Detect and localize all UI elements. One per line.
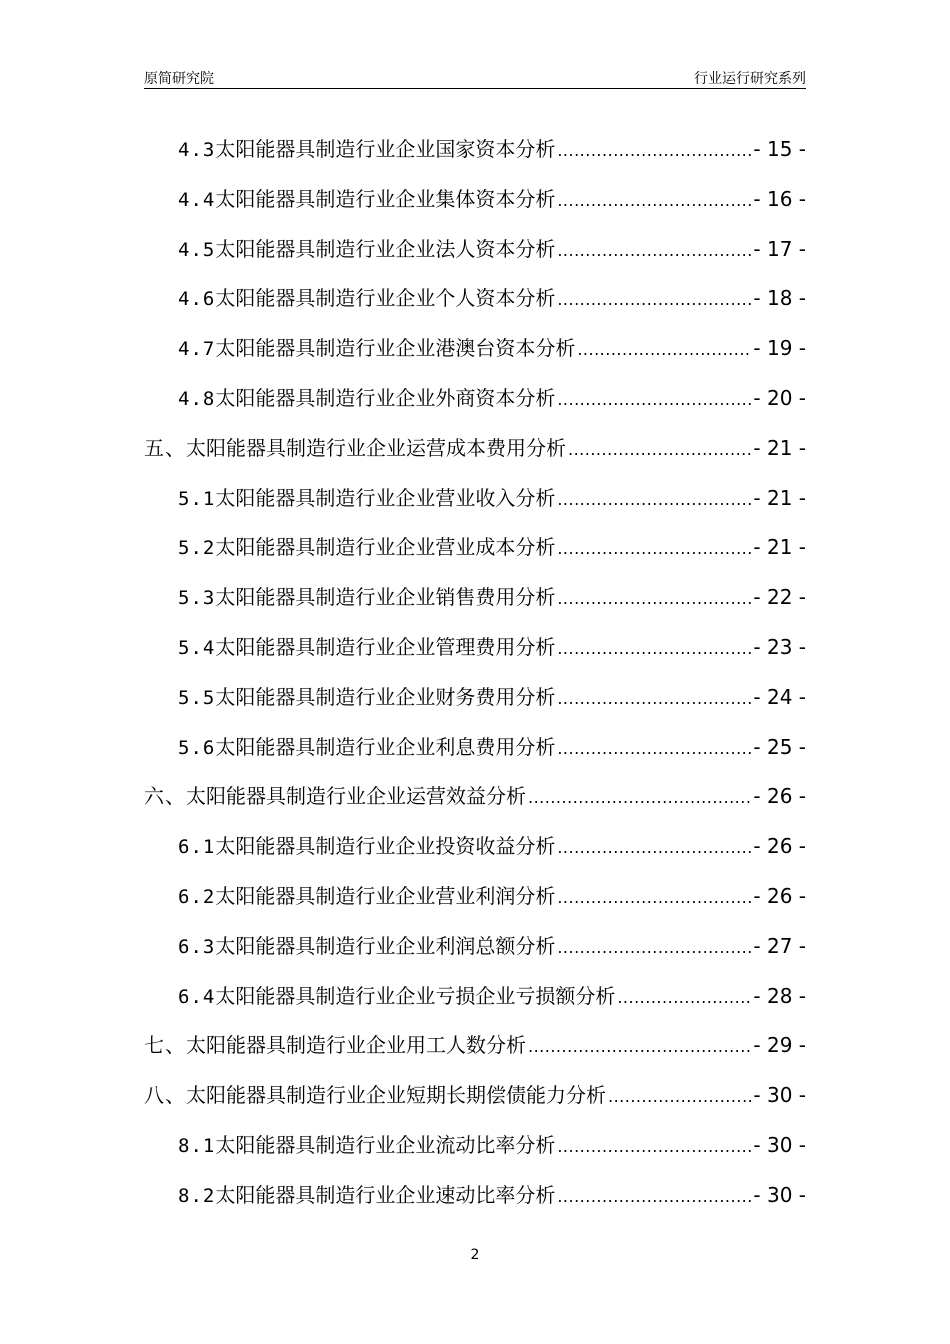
- toc-entry-number: 4.6: [178, 288, 216, 311]
- toc-entry-number: 6.1: [178, 836, 216, 859]
- toc-entry-page: - 29 -: [753, 1033, 806, 1058]
- toc-entry-number: 6.2: [178, 885, 216, 908]
- toc-entry-title: 太阳能器具制造行业企业法人资本分析: [215, 236, 556, 261]
- toc-entry-page: - 30 -: [753, 1083, 806, 1108]
- toc-entry-title: 太阳能器具制造行业企业运营效益分析: [186, 784, 526, 809]
- toc-entry-title: 太阳能器具制造行业企业销售费用分析: [215, 585, 556, 610]
- toc-entry-number: 6.4: [178, 985, 216, 1008]
- toc-entry-number: 8.1: [178, 1134, 216, 1157]
- toc-entry[interactable]: [144, 1121, 806, 1171]
- toc-entry-title: 太阳能器具制造行业企业集体资本分析: [215, 186, 556, 211]
- toc-entry[interactable]: [144, 175, 806, 225]
- toc-entry-page: - 30 -: [753, 1182, 806, 1207]
- toc-entry-page: - 22 -: [753, 585, 806, 610]
- toc-entry-title: 太阳能器具制造行业企业个人资本分析: [215, 286, 556, 311]
- toc-entry[interactable]: [144, 623, 806, 673]
- toc-entry-page: - 23 -: [753, 634, 806, 659]
- toc-entry[interactable]: [144, 573, 806, 623]
- toc-dot-leader: [608, 1072, 751, 1122]
- toc-entry-title: 太阳能器具制造行业企业管理费用分析: [215, 634, 556, 659]
- toc-entry-number: 5.6: [178, 736, 216, 759]
- toc-entry-page: - 30 -: [753, 1132, 806, 1157]
- toc-entry-title: 太阳能器具制造行业企业利息费用分析: [215, 734, 556, 759]
- toc-entry-title: 太阳能器具制造行业企业营业利润分析: [215, 883, 556, 908]
- toc-dot-leader: [557, 1122, 751, 1172]
- toc-entry-title: 太阳能器具制造行业企业利润总额分析: [215, 933, 556, 958]
- toc-entry-page: - 24 -: [753, 684, 806, 709]
- toc-dot-leader: [617, 973, 751, 1023]
- toc-entry-number: 4.8: [178, 387, 216, 410]
- toc-dot-leader: [577, 325, 751, 375]
- toc-dot-leader: [557, 574, 751, 624]
- toc-entry-number: 6.3: [178, 935, 216, 958]
- toc-entry-page: - 28 -: [753, 983, 806, 1008]
- toc-entry[interactable]: [144, 972, 806, 1022]
- toc-entry-title: 太阳能器具制造行业企业速动比率分析: [215, 1182, 556, 1207]
- toc-entry-page: - 26 -: [753, 883, 806, 908]
- toc-entry[interactable]: [144, 772, 806, 822]
- toc-entry-number: 4.3: [178, 139, 216, 161]
- toc-dot-leader: [557, 674, 751, 724]
- toc-entry-page: - 17 -: [753, 236, 806, 261]
- toc-entry[interactable]: [144, 1021, 806, 1071]
- toc-entry-title: 太阳能器具制造行业企业外商资本分析: [215, 385, 556, 410]
- toc-entry-page: - 21 -: [753, 485, 806, 510]
- toc-entry-number: 4.7: [178, 338, 216, 361]
- toc-entry[interactable]: [144, 1171, 806, 1221]
- toc-entry-number: 8.2: [178, 1184, 216, 1207]
- toc-entry-number: 五、: [144, 435, 186, 460]
- toc-entry[interactable]: [144, 225, 806, 275]
- toc-dot-leader: [557, 524, 751, 574]
- toc-entry-number: 4.4: [178, 188, 216, 211]
- toc-entry[interactable]: [144, 523, 806, 573]
- toc-entry-page: - 21 -: [753, 435, 806, 460]
- toc-entry-title: 太阳能器具制造行业企业用工人数分析: [186, 1033, 526, 1058]
- toc-entry-number: 六、: [144, 784, 186, 809]
- toc-entry-title: 太阳能器具制造行业企业流动比率分析: [215, 1132, 556, 1157]
- toc-entry-title: 太阳能器具制造行业企业运营成本费用分析: [186, 435, 566, 460]
- page-header: [144, 64, 806, 89]
- toc-entry-title: 太阳能器具制造行业企业投资收益分析: [215, 834, 556, 859]
- toc-entry[interactable]: [144, 474, 806, 524]
- toc-entry-number: 5.4: [178, 636, 216, 659]
- toc-entry[interactable]: [144, 673, 806, 723]
- toc-entry-title: 太阳能器具制造行业企业财务费用分析: [215, 684, 556, 709]
- toc-entry[interactable]: [144, 922, 806, 972]
- toc-dot-leader: [557, 275, 751, 325]
- toc-entry[interactable]: [144, 424, 806, 474]
- toc-entry-number: 5.5: [178, 686, 216, 709]
- toc-entry-page: - 26 -: [753, 834, 806, 859]
- toc-dot-leader: [557, 923, 751, 973]
- toc-dot-leader: [557, 375, 751, 425]
- toc-entry-title: 太阳能器具制造行业企业营业成本分析: [215, 535, 556, 560]
- toc-entry-title: 太阳能器具制造行业企业短期长期偿债能力分析: [186, 1083, 606, 1108]
- toc-entry-page: - 25 -: [753, 734, 806, 759]
- toc-entry-number: 4.5: [178, 238, 216, 261]
- page-number: 2: [470, 1247, 480, 1263]
- toc-dot-leader: [557, 823, 751, 873]
- header-series-title: 行业运行研究系列: [694, 71, 806, 87]
- toc-entry-number: 七、: [144, 1033, 186, 1058]
- toc-entry-number: 5.2: [178, 537, 216, 560]
- toc-entry[interactable]: [144, 872, 806, 922]
- toc-entry-title: 太阳能器具制造行业企业营业收入分析: [215, 485, 556, 510]
- toc-dot-leader: [557, 126, 751, 176]
- toc-dot-leader: [557, 176, 751, 226]
- toc-entry-page: - 16 -: [753, 186, 806, 211]
- toc-entry[interactable]: [144, 374, 806, 424]
- toc-entry-page: - 21 -: [753, 535, 806, 560]
- toc-entry-number: 八、: [144, 1083, 186, 1108]
- toc-entry[interactable]: [144, 1071, 806, 1121]
- toc-entry-page: - 26 -: [753, 784, 806, 809]
- toc-dot-leader: [528, 1022, 751, 1072]
- toc-dot-leader: [528, 773, 751, 823]
- toc-entry-number: 5.3: [178, 587, 216, 610]
- toc-entry[interactable]: [144, 723, 806, 773]
- toc-entry-page: - 20 -: [753, 385, 806, 410]
- toc-entry-page: - 18 -: [753, 286, 806, 311]
- toc-entry-page: - 15 -: [753, 137, 806, 161]
- toc-dot-leader: [557, 226, 751, 276]
- toc-dot-leader: [557, 624, 751, 674]
- table-of-contents: [144, 125, 806, 1221]
- toc-dot-leader: [568, 425, 751, 475]
- toc-entry[interactable]: [144, 324, 806, 374]
- toc-entry-page: - 19 -: [753, 336, 806, 361]
- toc-entry-title: 太阳能器具制造行业企业国家资本分析: [215, 137, 556, 161]
- toc-entry[interactable]: [144, 125, 806, 175]
- toc-dot-leader: [557, 873, 751, 923]
- toc-dot-leader: [557, 724, 751, 774]
- toc-entry-page: - 27 -: [753, 933, 806, 958]
- toc-entry-number: 5.1: [178, 487, 216, 510]
- toc-entry[interactable]: [144, 822, 806, 872]
- toc-dot-leader: [557, 475, 751, 525]
- toc-entry-title: 太阳能器具制造行业企业港澳台资本分析: [215, 336, 576, 361]
- toc-entry-title: 太阳能器具制造行业企业亏损企业亏损额分析: [215, 983, 616, 1008]
- header-org-name: 原简研究院: [144, 71, 214, 87]
- toc-entry[interactable]: [144, 274, 806, 324]
- toc-dot-leader: [557, 1172, 751, 1222]
